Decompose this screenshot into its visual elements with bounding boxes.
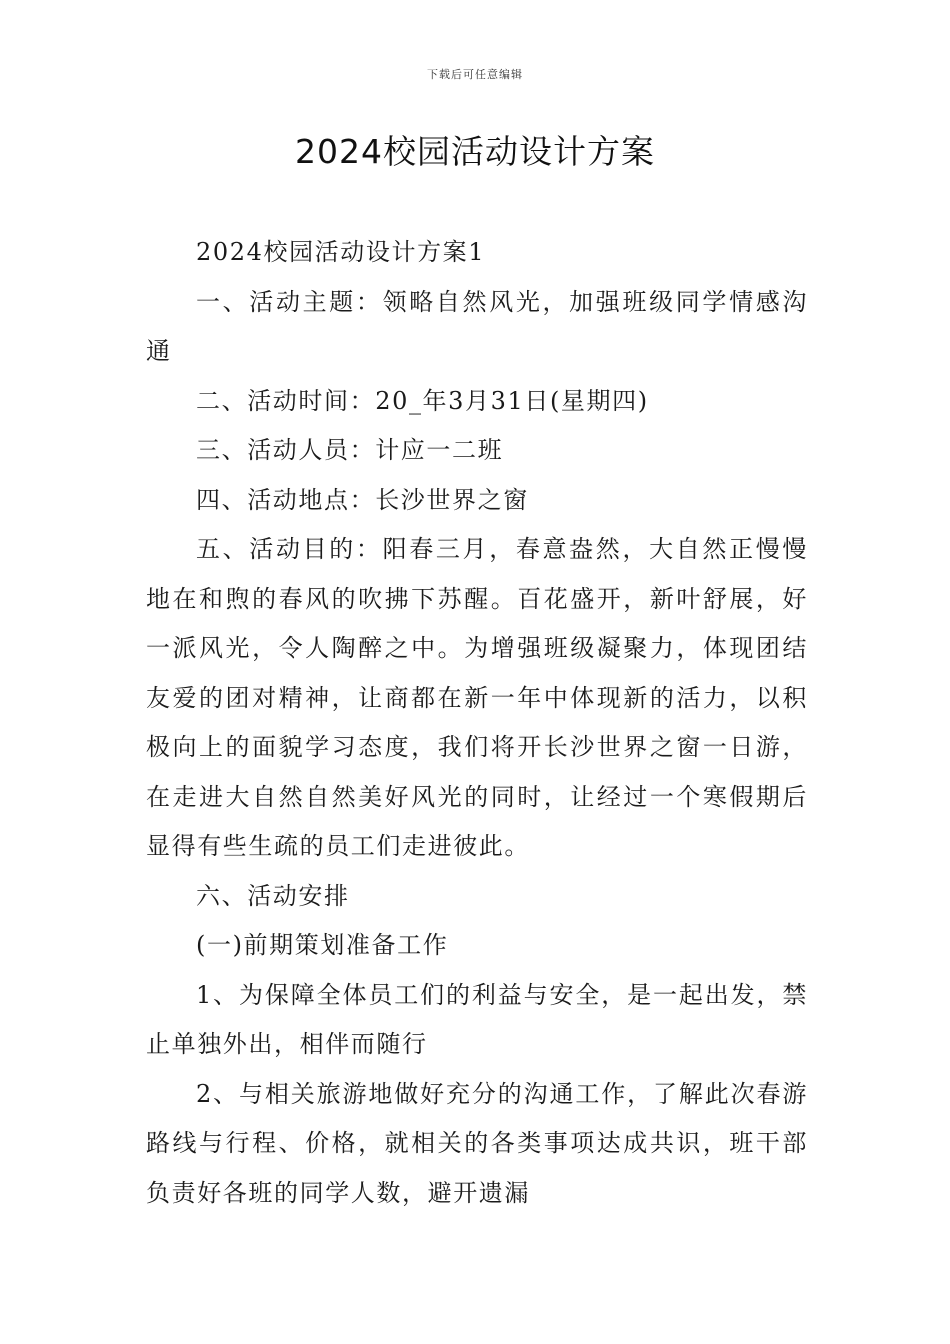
paragraph-item-2: 2、与相关旅游地做好充分的沟通工作，了解此次春游路线与行程、价格，就相关的各类事项达成共识，班干部负责好各班的同学人数，避开遗漏 <box>146 1079 808 1207</box>
paragraph-subtitle: 2024校园活动设计方案1 <box>196 238 486 266</box>
document-title: 2024校园活动设计方案 <box>295 132 655 171</box>
paragraph-location: 四、活动地点：长沙世界之窗 <box>196 485 529 514</box>
paragraph-preparation-heading: (一)前期策划准备工作 <box>196 931 449 959</box>
paragraph-item-1: 1、为保障全体员工们的利益与安全，是一起出发，禁止单独外出，相伴而随行 <box>146 980 808 1058</box>
paragraph-time: 二、活动时间：20_年3月31日(星期四) <box>196 386 649 415</box>
page-header-note: 下载后可任意编辑 <box>427 68 523 81</box>
paragraph-theme: 一、活动主题：领略自然风光，加强班级同学情感沟通 <box>146 287 808 365</box>
document-body <box>146 228 808 1218</box>
paragraph-arrangement-heading: 六、活动安排 <box>196 881 350 910</box>
paragraph-purpose: 五、活动目的：阳春三月，春意盎然，大自然正慢慢地在和煦的春风的吹拂下苏醒。百花盛开，新叶舒展，好一派风光，令人陶醉之中。为增强班级凝聚力，体现团结友爱的团对精神，让商都在新一年中体现新的活力，以积极向上的面貌学习态度，我们将开长沙世界之窗一日游，在走进大自然自然美好风光的同时，让经过一个寒假期后显得有些生疏的员工们走进彼此。 <box>146 535 808 860</box>
paragraph-participants: 三、活动人员：计应一二班 <box>196 436 504 464</box>
